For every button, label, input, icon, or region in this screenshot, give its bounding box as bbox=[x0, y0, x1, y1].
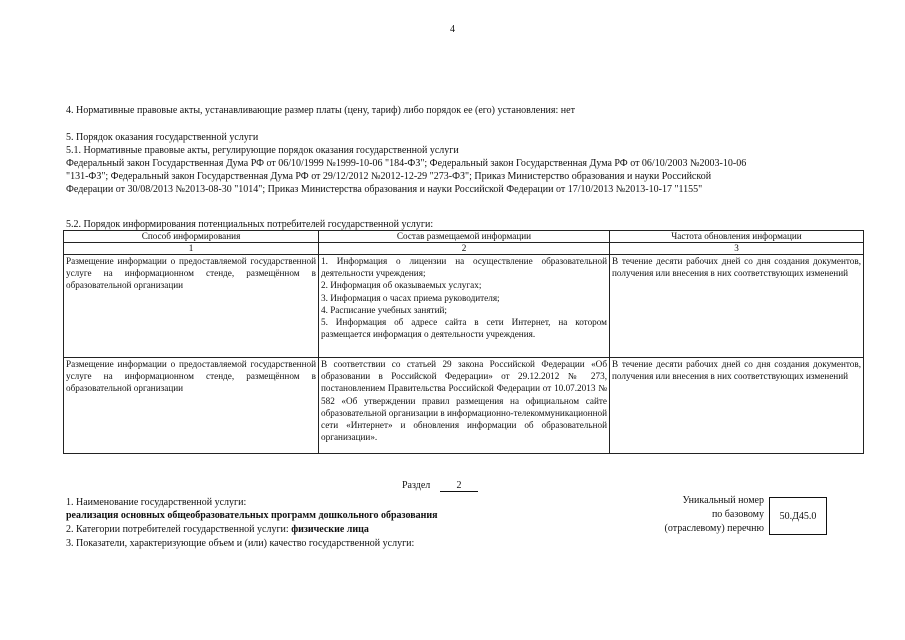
column-number: 3 bbox=[610, 243, 864, 255]
section51-heading: 5.1. Нормативные правовые акты, регулирующие порядок оказания государственной услуги bbox=[66, 145, 459, 156]
column-number: 1 bbox=[64, 243, 319, 255]
content-line: 5. Информация об адресе сайта в сети Интернет, на котором размещается информация о деятельности учреждения. bbox=[321, 317, 607, 340]
method-cell: Размещение информации о предоставляемой государственной услуге на информационном стенде, размещённом в образовательной организации bbox=[64, 255, 319, 358]
section4-text: 4. Нормативные правовые акты, устанавливающие размер платы (цену, тариф) либо порядок ее (его) установления: нет bbox=[66, 105, 575, 116]
table-header-row bbox=[64, 231, 864, 243]
information-table bbox=[63, 230, 864, 454]
content-cell: В соответствии со статьей 29 закона Российской Федерации «Об образовании в Российской Федерации» от 29.12.2012 № 273, постановлением Правительства Российской Федерации от 10.07.2013 № 582 «Об утверждении правил размещения на официальном сайте образовательной организации в информационно-телекоммуникационной сети «Интернет» и обновления информации об образовательной организации». bbox=[319, 358, 610, 454]
content-line: 2. Информация об оказываемых услугах; bbox=[321, 280, 482, 291]
method-cell: Размещение информации о предоставляемой государственной услуге на информационном стенде, размещённом в образовательной организации bbox=[64, 358, 319, 454]
razdel-number: 2 bbox=[440, 480, 478, 492]
content-line: 4. Расписание учебных занятий; bbox=[321, 304, 447, 315]
unique-number-label: Уникальный номер bbox=[682, 495, 764, 506]
laws-line: Федерации от 30/08/2013 №2013-08-30 "1014"; Приказ Министерства образования и науки Российской Федерации от 17/10/2013 №2013-10-17 "1155" bbox=[66, 184, 703, 195]
service-name-value: реализация основных общеобразовательных программ дошкольного образования bbox=[66, 510, 438, 521]
table-row bbox=[64, 358, 864, 454]
content-line: 3. Информация о часах приема руководителя; bbox=[321, 292, 500, 303]
category-value: физические лица bbox=[291, 524, 369, 535]
frequency-cell: В течение десяти рабочих дней со дня создания документов, получения или внесения в них соответствующих изменений bbox=[610, 358, 864, 454]
service-category bbox=[66, 523, 369, 536]
razdel-label: Раздел bbox=[402, 480, 431, 491]
column-header: Состав размещаемой информации bbox=[319, 231, 610, 243]
column-header: Способ информирования bbox=[64, 231, 319, 243]
laws-line: "131-ФЗ"; Федеральный закон Государственная Дума РФ от 29/12/2012 №2012-12-29 "273-ФЗ"; Приказ Министерство образования и науки Российской bbox=[66, 171, 712, 182]
content-cell bbox=[319, 255, 610, 358]
laws-paragraph bbox=[66, 157, 856, 196]
table-row bbox=[64, 255, 864, 358]
service-name-heading: 1. Наименование государственной услуги: bbox=[66, 497, 247, 508]
unique-number-label: по базовому bbox=[711, 509, 764, 520]
section52-heading: 5.2. Порядок информирования потенциальных потребителей государственной услуги: bbox=[66, 219, 434, 230]
section5-heading: 5. Порядок оказания государственной услуги bbox=[66, 132, 259, 143]
table-number-row bbox=[64, 243, 864, 255]
page-number: 4 bbox=[450, 24, 455, 35]
indicators-heading: 3. Показатели, характеризующие объем и (или) качество государственной услуги: bbox=[66, 538, 415, 549]
laws-line: Федеральный закон Государственная Дума РФ от 06/10/1999 №1999-10-06 "184-ФЗ"; Федеральный закон Государственная Дума РФ от 06/10/2003 №2003-10-06 bbox=[66, 158, 747, 169]
category-label: 2. Категории потребителей государственной услуги: bbox=[66, 524, 292, 535]
unique-number-label: (отраслевому) перечню bbox=[664, 523, 764, 534]
column-header: Частота обновления информации bbox=[610, 231, 864, 243]
unique-number-code: 50.Д45.0 bbox=[769, 497, 827, 535]
frequency-cell: В течение десяти рабочих дней со дня создания документов, получения или внесения в них соответствующих изменений bbox=[610, 255, 864, 358]
content-line: 1. Информация о лицензии на осуществление образовательной деятельности учреждения; bbox=[321, 256, 607, 279]
column-number: 2 bbox=[319, 243, 610, 255]
